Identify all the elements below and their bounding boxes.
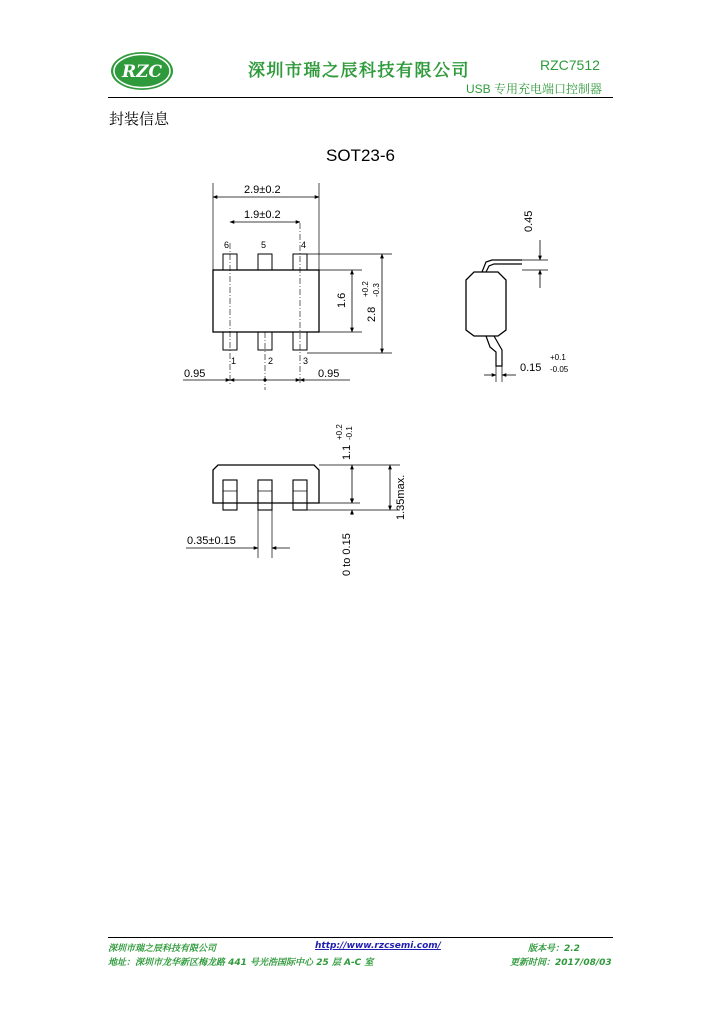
dim-front-max-height: 1.35max. [395,474,407,520]
dim-standoff: 0 to 0.15 [341,533,353,576]
side-view [466,211,569,382]
pin-label-3: 3 [303,356,309,366]
dim-pitch-left: 0.95 [184,368,206,380]
front-view [186,424,407,576]
pin-label-6: 6 [224,240,230,250]
side-view-lead-top [482,260,522,272]
company-name: 深圳市瑞之辰科技有限公司 [248,61,470,81]
logo-text: RZC [121,62,163,82]
dim-lead-thickness-tol-plus: +0.1 [550,353,566,362]
dim-front-body-tol-plus: +0.2 [335,424,344,440]
top-view-body [213,270,319,332]
dim-pin-span: 1.9±0.2 [244,209,281,221]
dim-front-body-tol-minus: -0.1 [345,426,354,440]
dim-lead-thickness-tol-minus: -0.05 [550,365,569,374]
front-lead-3 [293,480,307,510]
dim-overall-height: 2.8 [366,306,378,322]
dim-body-height: 1.6 [336,292,348,308]
front-lead-2 [258,480,272,510]
footer-company: 深圳市瑞之辰科技有限公司 [108,944,217,954]
pin-label-1: 1 [231,356,237,366]
side-view-body [466,272,506,336]
pin-label-2: 2 [268,356,274,366]
part-number: RZC7512 [540,57,600,73]
footer-version: 版本号：2.2 [528,944,580,954]
dim-pitch-right: 0.95 [318,368,340,380]
footer-divider [108,937,613,938]
dim-overall-height-tol-plus: +0.2 [361,281,370,297]
product-subtitle: USB 专用充电端口控制器 [466,82,603,96]
pin-5-lead [258,254,272,270]
dim-side-height: 0.45 [523,210,535,232]
top-view [183,183,392,390]
dim-front-body-height: 1.1 [341,444,353,460]
footer-address: 地址：深圳市龙华新区梅龙路 441 号光浩国际中心 25 层 A-C 室 [108,958,374,968]
front-view-body [213,465,319,503]
package-title: SOT23-6 [326,146,395,165]
dim-width: 2.9±0.2 [244,184,281,196]
section-title: 封装信息 [109,110,170,128]
footer-updated: 更新时间：2017/08/03 [510,958,612,968]
pin-label-5: 5 [261,240,267,250]
dim-overall-height-tol-minus: -0.3 [372,283,381,297]
footer-website-link[interactable]: http://www.rzcsemi.com/ [315,941,441,951]
dim-lead-width: 0.35±0.15 [187,535,236,547]
dim-lead-thickness: 0.15 [520,362,542,374]
front-lead-1 [223,480,237,510]
side-view-lead-bottom [486,336,502,366]
pin-label-4: 4 [301,240,307,250]
